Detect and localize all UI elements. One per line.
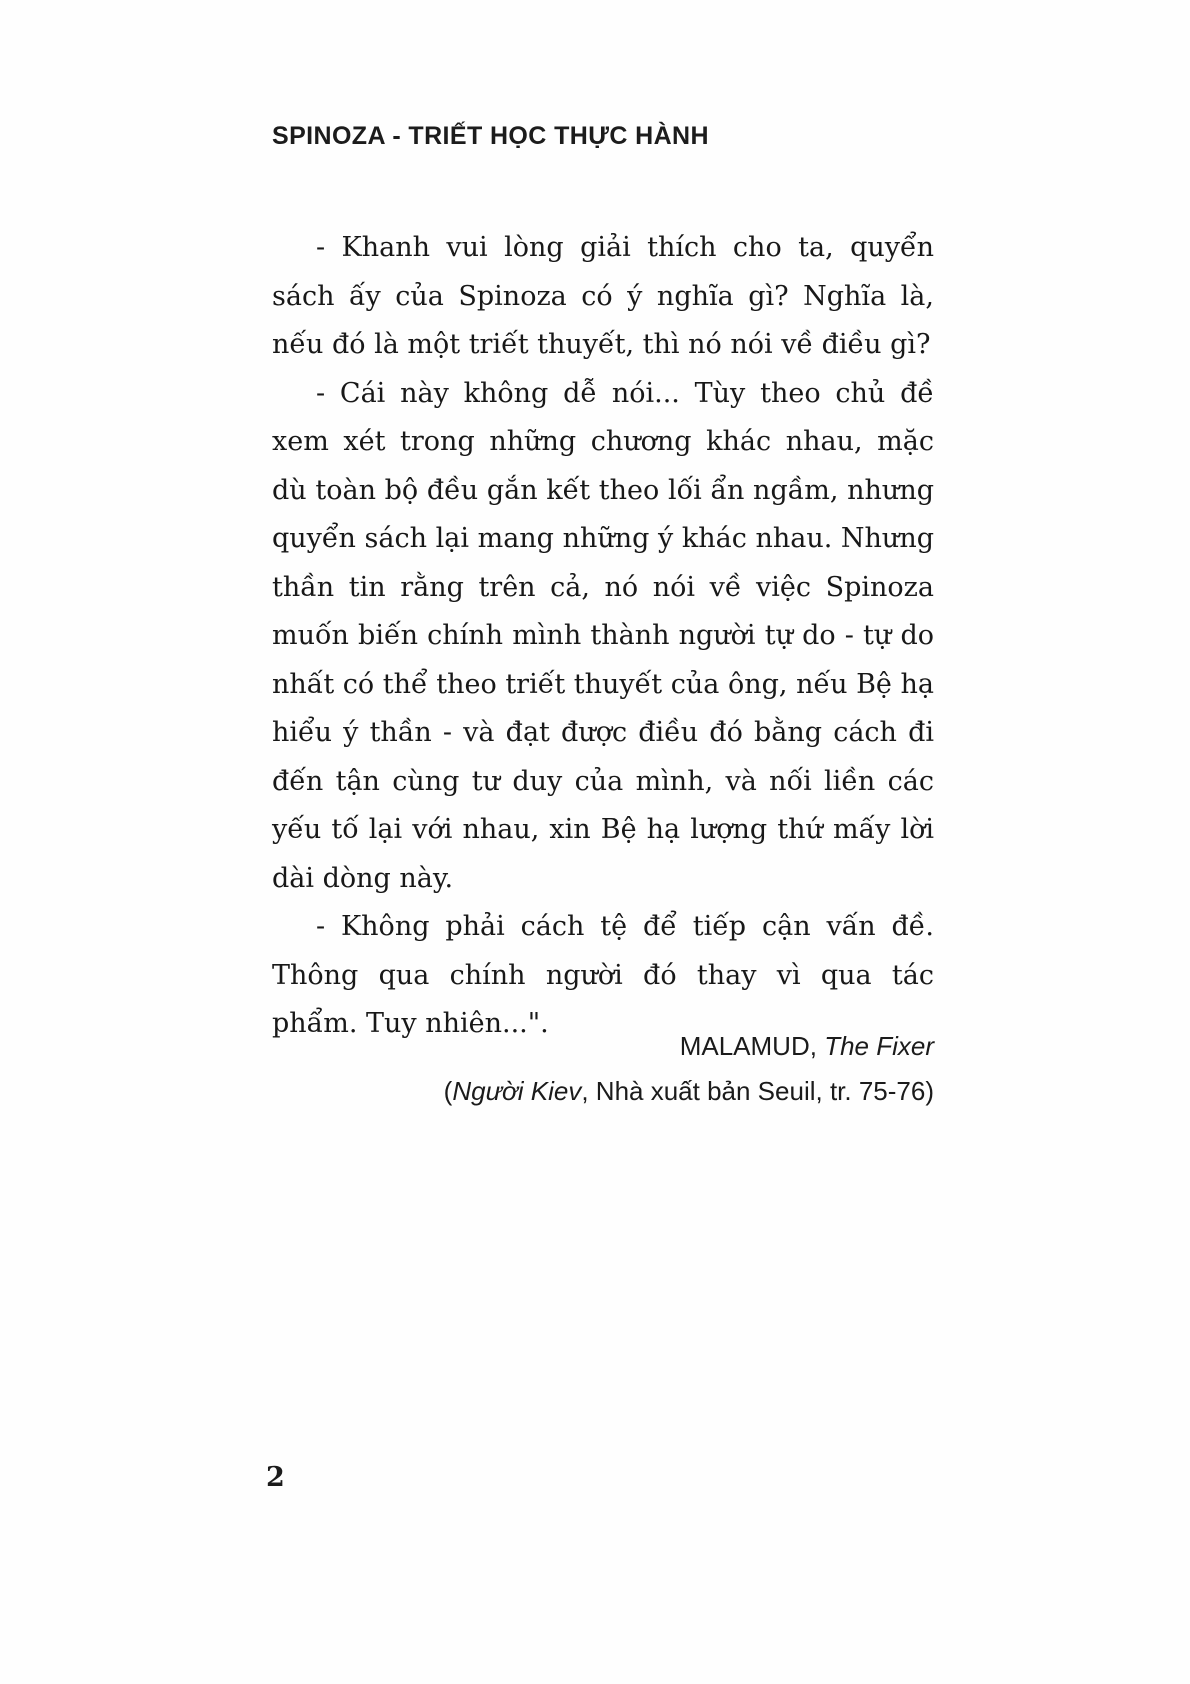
attribution-paren-open: ( <box>443 1076 453 1106</box>
attribution-source-title: Người Kiev <box>452 1076 582 1106</box>
paragraph: - Khanh vui lòng giải thích cho ta, quyển sách ấy của Spinoza có ý nghĩa gì? Nghĩa là, nếu đó là một triết thuyết, thì nó nói về điều gì? <box>272 232 934 360</box>
attribution-author: MALAMUD, <box>679 1031 825 1061</box>
attribution <box>272 1024 934 1114</box>
paragraph: - Cái này không dễ nói... Tùy theo chủ đề xem xét trong những chương khác nhau, mặc dù toàn bộ đều gắn kết theo lối ẩn ngầm, nhưng quyển sách lại mang những ý khác nhau. Nhưng thần tin rằng trên cả, nó nói về việc Spinoza muốn biến chính mình thành người tự do - tự do nhất có thể theo triết thuyết của ông, nếu Bệ hạ hiểu ý thần - và đạt được điều đó bằng cách đi đến tận cùng tư duy của mình, và nối liền các yếu tố lại với nhau, xin Bệ hạ lượng thứ mấy lời dài dòng này. <box>272 377 934 894</box>
attribution-line-author <box>272 1024 934 1069</box>
paragraph: - Không phải cách tệ để tiếp cận vấn đề. Thông qua chính người đó thay vì qua tác phẩm. Tuy nhiên...". <box>272 911 934 1039</box>
attribution-source-detail: , Nhà xuất bản Seuil, tr. 75-76) <box>581 1076 934 1106</box>
running-header: SPINOZA - TRIẾT HỌC THỰC HÀNH <box>272 122 709 150</box>
attribution-line-source <box>272 1069 934 1114</box>
page-number: 2 <box>266 1462 285 1493</box>
attribution-work-title: The Fixer <box>824 1031 934 1061</box>
body-text-block <box>272 224 934 1049</box>
